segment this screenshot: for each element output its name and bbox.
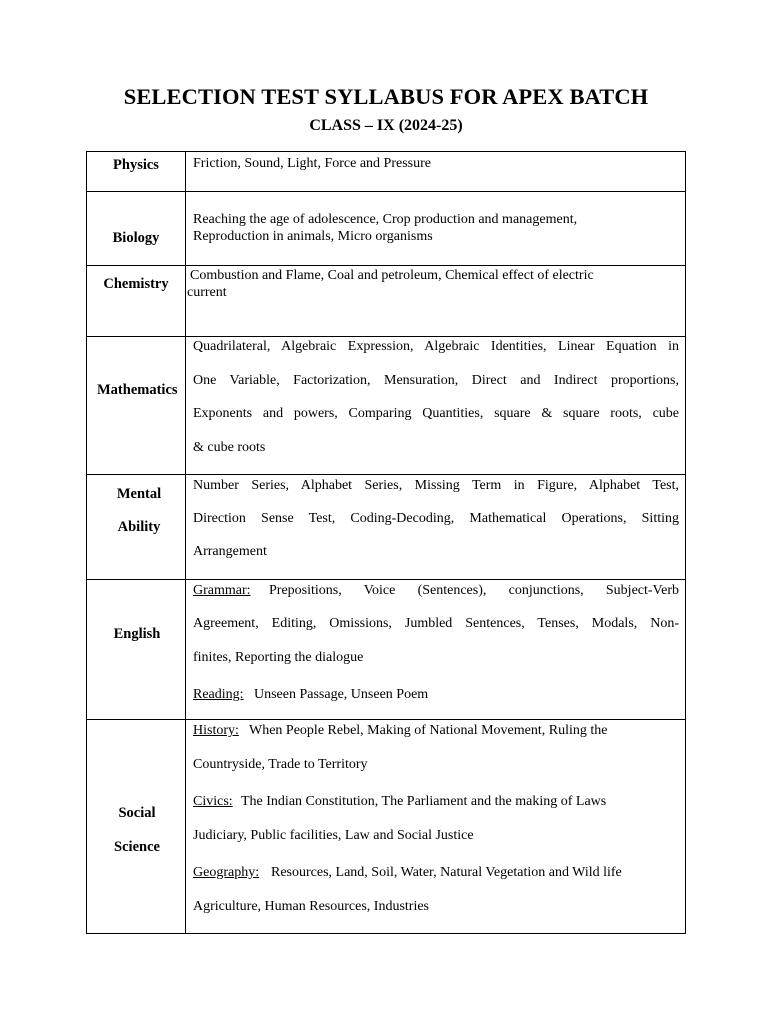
topic-line: Resources, Land, Soil, Water, Natural Vegetation and Wild life [271,865,622,880]
topic-line: Exponents and powers, Comparing Quantities, square & square roots, cube [193,406,679,421]
topics-cell [186,720,686,934]
topic-line: Countryside, Trade to Territory [193,757,368,772]
subject-label: Biology [112,230,160,246]
topic-line: Agriculture, Human Resources, Industries [193,899,429,914]
subject-cell [87,337,186,475]
topics-cell [186,192,686,266]
topic-line: One Variable, Factorization, Mensuration, Direct and Indirect proportions, [193,373,679,388]
topic-line: Number Series, Alphabet Series, Missing Term in Figure, Alphabet Test, [193,478,679,493]
table-row [87,266,686,337]
subject-label: Ability [117,519,161,535]
topic-line: finites, Reporting the dialogue [193,650,364,665]
subject-cell [87,720,186,934]
topic-line: Unseen Passage, Unseen Poem [254,687,429,702]
subject-label: Social [118,805,156,821]
table-row [87,475,686,580]
topics-cell [186,266,686,337]
subject-label: Mathematics [97,382,178,398]
topics-cell [186,337,686,475]
subject-cell [87,152,186,192]
topic-line: Reproduction in animals, Micro organisms [193,229,433,244]
section-label-grammar: Grammar: [193,583,251,598]
subject-cell [87,580,186,720]
subject-label: English [113,626,161,642]
topic-line: Prepositions, Voice (Sentences), conjunctions, Subject-Verb [269,583,679,598]
topic-line: Arrangement [193,544,267,559]
topics-cell [186,580,686,720]
page-title: SELECTION TEST SYLLABUS FOR APEX BATCH [123,84,649,109]
table-row [87,192,686,266]
topic-line: & cube roots [193,440,266,455]
topic-line: Combustion and Flame, Coal and petroleum, Chemical effect of electric [190,268,594,283]
section-label-reading: Reading: [193,687,244,702]
section-label-geography: Geography: [193,865,260,880]
table-row [87,152,686,192]
topic-line: The Indian Constitution, The Parliament and the making of Laws [241,794,607,809]
section-label-civics: Civics: [193,794,233,809]
table-row [87,580,686,720]
topic-line: current [187,285,227,300]
subject-label: Science [114,839,160,855]
subject-cell [87,266,186,337]
topics-cell [186,475,686,580]
syllabus-table [86,151,686,934]
topic-line: Direction Sense Test, Coding-Decoding, Mathematical Operations, Sitting [193,511,679,526]
subject-label: Mental [116,486,162,502]
page-subtitle: CLASS – IX (2024-25) [309,117,463,134]
topic-line: Quadrilateral, Algebraic Expression, Algebraic Identities, Linear Equation in [193,339,679,354]
topic-line: Agreement, Editing, Omissions, Jumbled Sentences, Tenses, Modals, Non- [193,616,679,631]
table-row [87,337,686,475]
subject-cell [87,475,186,580]
topic-line: Judiciary, Public facilities, Law and Social Justice [193,828,474,843]
table-row [87,720,686,934]
topics-cell [186,152,686,192]
topic-line: When People Rebel, Making of National Movement, Ruling the [249,723,608,738]
topic-line: Friction, Sound, Light, Force and Pressure [193,156,431,171]
subject-cell [87,192,186,266]
section-label-history: History: [193,723,239,738]
subject-label: Physics [113,157,159,173]
subject-label: Chemistry [103,276,169,292]
topic-line: Reaching the age of adolescence, Crop production and management, [193,212,578,227]
